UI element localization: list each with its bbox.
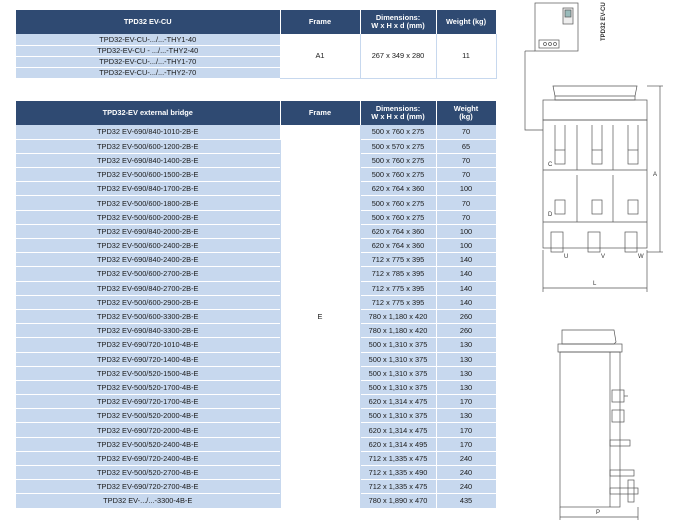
dimensions-cell: 500 x 570 x 275 — [360, 139, 436, 153]
column-header-weight: Weight (kg) — [436, 101, 496, 125]
weight-cell: 65 — [436, 139, 496, 153]
dimensions-cell: 500 x 1,310 x 375 — [360, 380, 436, 394]
model-cell: TPD32 EV-500/520-2700-4B-E — [16, 466, 280, 480]
dimensions-cell: 500 x 760 x 275 — [360, 153, 436, 167]
table-row — [16, 182, 496, 196]
table-row — [16, 253, 496, 267]
front-view-drawing — [515, 0, 683, 300]
model-cell: TPD32 EV-500/600-1800-2B-E — [16, 196, 280, 210]
model-cell: TPD32 EV-500/520-2000-4B-E — [16, 409, 280, 423]
model-cell: TPD32 EV-500/600-2700-2B-E — [16, 267, 280, 281]
row-label-d: D — [548, 212, 553, 218]
dimensions-cell: 500 x 760 x 275 — [360, 125, 436, 139]
dimensions-cell: 500 x 1,310 x 375 — [360, 338, 436, 352]
table-row — [16, 295, 496, 309]
weight-cell: 240 — [436, 466, 496, 480]
dimensions-cell: 620 x 764 x 360 — [360, 239, 436, 253]
table-row — [16, 153, 496, 167]
dimensions-cell: 780 x 1,890 x 470 — [360, 494, 436, 508]
dimensions-cell: 620 x 1,314 x 475 — [360, 423, 436, 437]
dimensions-cell: 780 x 1,180 x 420 — [360, 309, 436, 323]
model-cell: TPD32 EV-690/840-1010-2B-E — [16, 125, 280, 139]
table-row — [16, 437, 496, 451]
dimensions-cell: 500 x 760 x 275 — [360, 168, 436, 182]
weight-cell: 140 — [436, 281, 496, 295]
table-row — [16, 451, 496, 465]
model-cell: TPD32 EV-500/600-3300-2B-E — [16, 309, 280, 323]
dimensions-cell: 712 x 1,335 x 475 — [360, 480, 436, 494]
table-row — [16, 168, 496, 182]
table-row — [16, 494, 496, 508]
terminal-v-label: V — [601, 254, 606, 260]
weight-cell: 260 — [436, 324, 496, 338]
table-row — [16, 380, 496, 394]
dimensions-cell: 500 x 760 x 275 — [360, 210, 436, 224]
weight-cell: 140 — [436, 295, 496, 309]
dimensions-cell: 620 x 1,314 x 475 — [360, 395, 436, 409]
table-row — [16, 338, 496, 352]
model-cell: TPD32 EV-500/600-1500-2B-E — [16, 168, 280, 182]
column-header-weight: Weight (kg) — [436, 10, 496, 34]
weight-cell: 100 — [436, 224, 496, 238]
model-cell: TPD32 EV-690/840-3300-2B-E — [16, 324, 280, 338]
weight-cell: 70 — [436, 168, 496, 182]
model-cell: TPD32 EV-500/600-2900-2B-E — [16, 295, 280, 309]
model-cell: TPD32 EV-690/720-1700-4B-E — [16, 395, 280, 409]
model-cell: TPD32 EV-690/840-2700-2B-E — [16, 281, 280, 295]
weight-cell: 130 — [436, 366, 496, 380]
weight-cell: 11 — [436, 34, 496, 78]
model-cell: TPD32 EV-500/600-1200-2B-E — [16, 139, 280, 153]
model-cell: TPD32 EV-690/840-2000-2B-E — [16, 224, 280, 238]
column-header-dimensions: Dimensions: W x H x d (mm) — [360, 10, 436, 34]
model-cell: TPD32 EV-690/720-2400-4B-E — [16, 451, 280, 465]
weight-cell: 140 — [436, 253, 496, 267]
side-view-drawing — [550, 320, 670, 523]
dimensions-cell: 500 x 760 x 275 — [360, 196, 436, 210]
table-row — [16, 366, 496, 380]
weight-cell: 70 — [436, 125, 496, 139]
dimensions-cell: 712 x 775 x 395 — [360, 253, 436, 267]
weight-cell: 130 — [436, 380, 496, 394]
dimensions-cell: 620 x 1,314 x 495 — [360, 437, 436, 451]
dimensions-cell: 500 x 1,310 x 375 — [360, 409, 436, 423]
table-row — [16, 196, 496, 210]
dimensions-cell: 620 x 764 x 360 — [360, 224, 436, 238]
dimensions-cell: 500 x 1,310 x 375 — [360, 352, 436, 366]
weight-cell: 70 — [436, 153, 496, 167]
model-cell: TPD32 EV-690/720-2700-4B-E — [16, 480, 280, 494]
model-cell: TPD32 EV-690/840-1700-2B-E — [16, 182, 280, 196]
height-dimension-label: A — [653, 172, 658, 178]
weight-cell: 170 — [436, 437, 496, 451]
weight-cell: 170 — [436, 395, 496, 409]
dimensions-cell: 712 x 1,335 x 490 — [360, 466, 436, 480]
weight-cell: 170 — [436, 423, 496, 437]
model-cell: TPD32 EV-500/520-1500-4B-E — [16, 366, 280, 380]
dimensions-cell: 780 x 1,180 x 420 — [360, 324, 436, 338]
table-row — [16, 409, 496, 423]
weight-cell: 100 — [436, 239, 496, 253]
weight-cell: 435 — [436, 494, 496, 508]
model-cell: TPD32 EV-.../...-3300-4B-E — [16, 494, 280, 508]
table-row — [16, 352, 496, 366]
column-header-frame: Frame — [280, 101, 360, 125]
table-row — [16, 423, 496, 437]
table-row — [16, 267, 496, 281]
model-cell: TPD32 EV-500/600-2400-2B-E — [16, 239, 280, 253]
dimensions-cell: 712 x 775 x 395 — [360, 281, 436, 295]
weight-cell: 260 — [436, 309, 496, 323]
model-cell: TPD32 EV-500/520-1700-4B-E — [16, 380, 280, 394]
table-row — [16, 324, 496, 338]
dimensions-cell: 620 x 764 x 360 — [360, 182, 436, 196]
weight-cell: 130 — [436, 338, 496, 352]
model-cell: TPD32-EV-CU-.../...-THY1-70 — [16, 56, 280, 67]
model-cell: TPD32 EV-500/520-2400-4B-E — [16, 437, 280, 451]
table-row — [16, 139, 496, 153]
control-unit-label: TPD32 EV-CU — [601, 2, 607, 41]
weight-cell: 70 — [436, 196, 496, 210]
table-row — [16, 395, 496, 409]
weight-cell: 100 — [436, 182, 496, 196]
table-row — [16, 281, 496, 295]
terminal-u-label: U — [564, 254, 569, 260]
column-header-dimensions: Dimensions: W x H x d (mm) — [360, 101, 436, 125]
model-cell: TPD32 EV-690/840-1400-2B-E — [16, 153, 280, 167]
control-unit-table — [16, 10, 497, 79]
row-label-c: C — [548, 162, 553, 168]
model-cell: TPD32 EV-690/720-1010-4B-E — [16, 338, 280, 352]
dimensions-cell: 267 x 349 x 280 — [360, 34, 436, 78]
frame-cell: E — [280, 125, 360, 508]
model-cell: TPD32 EV-690/720-2000-4B-E — [16, 423, 280, 437]
depth-dimension-label: P — [596, 510, 601, 516]
weight-cell: 240 — [436, 480, 496, 494]
table-row — [16, 224, 496, 238]
frame-cell: A1 — [280, 34, 360, 78]
external-bridge-table — [16, 101, 497, 509]
table-row — [16, 210, 496, 224]
model-cell: TPD32-EV-CU-.../...-THY2-70 — [16, 67, 280, 78]
table-row — [16, 309, 496, 323]
dimensions-cell: 712 x 1,335 x 475 — [360, 451, 436, 465]
table-row — [16, 125, 496, 139]
column-header-model: TPD32 EV-CU — [16, 10, 280, 34]
model-cell: TPD32-EV-CU - .../...-THY2-40 — [16, 45, 280, 56]
weight-cell: 130 — [436, 409, 496, 423]
table-row — [16, 466, 496, 480]
width-dimension-label: L — [593, 281, 597, 287]
model-cell: TPD32 EV-500/600-2000-2B-E — [16, 210, 280, 224]
column-header-frame: Frame — [280, 10, 360, 34]
model-cell: TPD32-EV-CU-.../...-THY1-40 — [16, 34, 280, 45]
dimensions-cell: 712 x 775 x 395 — [360, 295, 436, 309]
dimensions-cell: 500 x 1,310 x 375 — [360, 366, 436, 380]
weight-cell: 70 — [436, 210, 496, 224]
dimensions-cell: 712 x 785 x 395 — [360, 267, 436, 281]
table-row — [16, 480, 496, 494]
terminal-w-label: W — [638, 254, 644, 260]
model-cell: TPD32 EV-690/720-1400-4B-E — [16, 352, 280, 366]
column-header-model: TPD32-EV external bridge — [16, 101, 280, 125]
weight-cell: 140 — [436, 267, 496, 281]
weight-cell: 240 — [436, 451, 496, 465]
model-cell: TPD32 EV-690/840-2400-2B-E — [16, 253, 280, 267]
table-row — [16, 239, 496, 253]
table-row — [16, 34, 496, 45]
weight-cell: 130 — [436, 352, 496, 366]
